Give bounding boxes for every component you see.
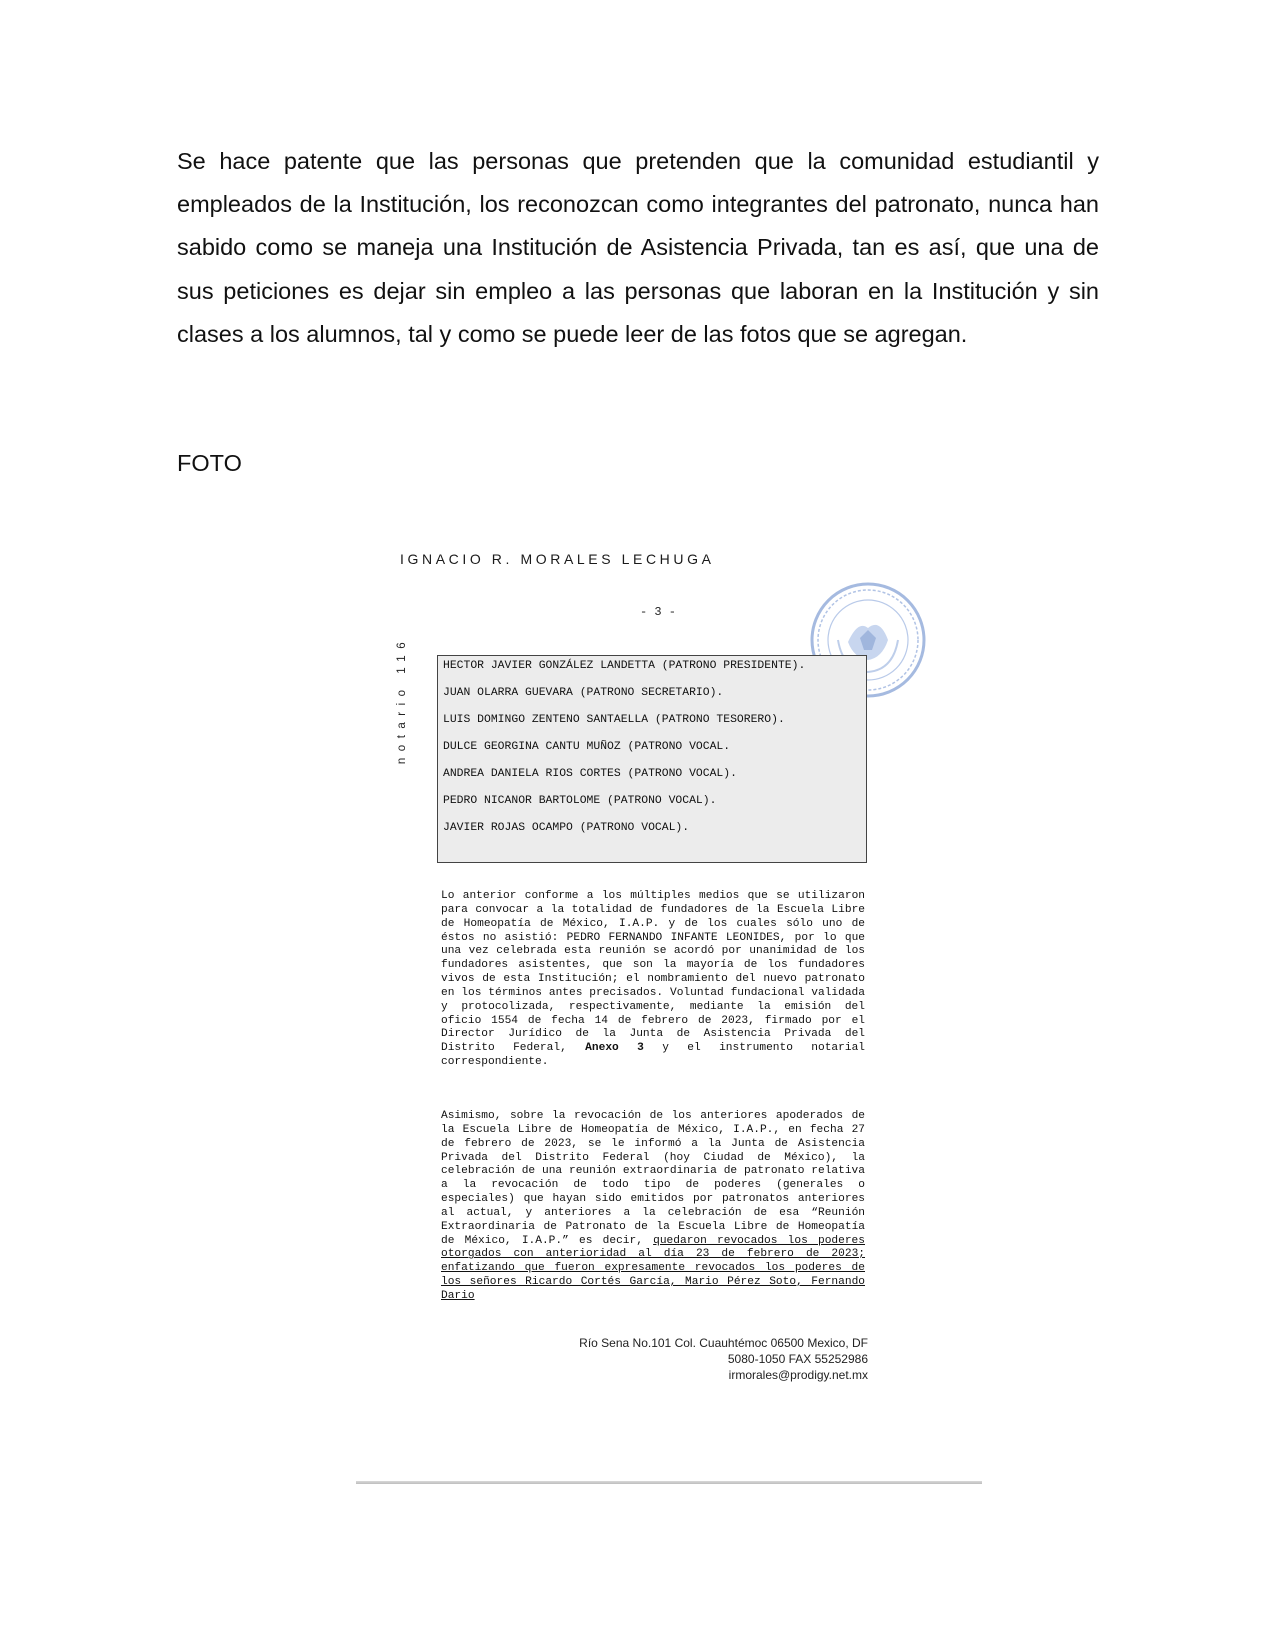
patrono-name: LUIS DOMINGO ZENTENO SANTAELLA (PATRONO TESORERO). — [443, 714, 785, 726]
letterhead: IGNACIO R. MORALES LECHUGA — [400, 551, 715, 567]
intro-paragraph: Se hace patente que las personas que pretenden que la comunidad estudiantil y empleados de la Institución, los reconozcan como integrantes del patronato, nunca han sabido como se maneja una Institución de Asistencia Privada, tan es así, que una de sus peticiones es dejar sin empleo a las personas que laboran en la Institución y sin clases a los alumnos, tal y como se puede leer de las fotos que se agregan. — [177, 148, 1099, 347]
paragraph-2-text: Asimismo, sobre la revocación de los anteriores apoderados de la Escuela Libre de Homeopatía de México, I.A.P., en fecha 27 de febrero de 2023, se le informó a la Junta de Asistencia Privada del Distrito Federal (hoy Ciudad de México), la celebración de una reunión extraordinaria de patronato relativa a la revocación de todo tipo de poderes (generales o especiales) que hayan sido emitidos por patronatos anteriores al actual, y anteriores a la celebración de esa “Reunión Extraordinaria de Patronato de la Escuela Libre de Homeopatía de México, I.A.P.” es decir, — [441, 1110, 865, 1247]
email-line: irmorales@prodigy.net.mx — [728, 1368, 868, 1382]
paragraph-2-underlined: quedaron revocados los poderes otorgados con anterioridad al día 23 de febrero de 2023; enfatizando que fueron expresamente revocados los poderes de los señores Ricardo Cortés García, Mario Pérez Soto, Fernando Dario — [441, 1234, 865, 1302]
letterhead-address — [520, 1335, 868, 1383]
paragraph-1-end: y el instrumento notarial correspondiente. — [441, 1042, 866, 1069]
paragraph-1-text: Lo anterior conforme a los múltiples medios que se utilizaron para convocar a la totalidad de fundadores de la Escuela Libre de Homeopatía de México, I.A.P. y de los cuales sólo uno de éstos no asistió: PEDRO FERNANDO INFANTE LEONIDES, por lo que una vez celebrada esta reunión se acordó por unanimidad de los fundadores asistentes, que son la mayoría de los fundadores vivos de esta Institución; el nombramiento del nuevo patronato en los términos antes precisados. Voluntad fundacional validada y protocolizada, respectivamente, mediante la emisión del oficio 1554 de fecha 14 de febrero de 2023, firmado por el Director Jurídico de la Junta de Asistencia Privada del Distrito Federal, — [441, 890, 865, 1055]
vertical-notario-text — [384, 600, 420, 800]
photo-paragraph-1 — [441, 890, 865, 1070]
patronato-names-box — [437, 655, 867, 863]
notario-label: notario 116 — [396, 635, 408, 765]
address-line: Río Sena No.101 Col. Cuauhtémoc 06500 Mexico, DF — [579, 1336, 868, 1350]
patrono-name: ANDREA DANIELA RIOS CORTES (PATRONO VOCAL). — [443, 768, 737, 780]
patrono-name: PEDRO NICANOR BARTOLOME (PATRONO VOCAL). — [443, 795, 717, 807]
patrono-name: JUAN OLARRA GUEVARA (PATRONO SECRETARIO). — [443, 687, 724, 699]
annex-reference: Anexo 3 — [585, 1042, 644, 1055]
phone-fax-line: 5080-1050 FAX 55252986 — [727, 1352, 868, 1366]
patrono-name: HECTOR JAVIER GONZÁLEZ LANDETTA (PATRONO PRESIDENTE). — [443, 660, 806, 672]
page-number: - 3 - — [640, 605, 677, 619]
photo-bottom-edge — [356, 1481, 982, 1484]
photo-paragraph-2 — [441, 1110, 865, 1304]
patrono-name: JAVIER ROJAS OCAMPO (PATRONO VOCAL). — [443, 822, 690, 834]
patrono-name: DULCE GEORGINA CANTU MUÑOZ (PATRONO VOCAL. — [443, 741, 731, 753]
foto-label: FOTO — [177, 450, 242, 476]
